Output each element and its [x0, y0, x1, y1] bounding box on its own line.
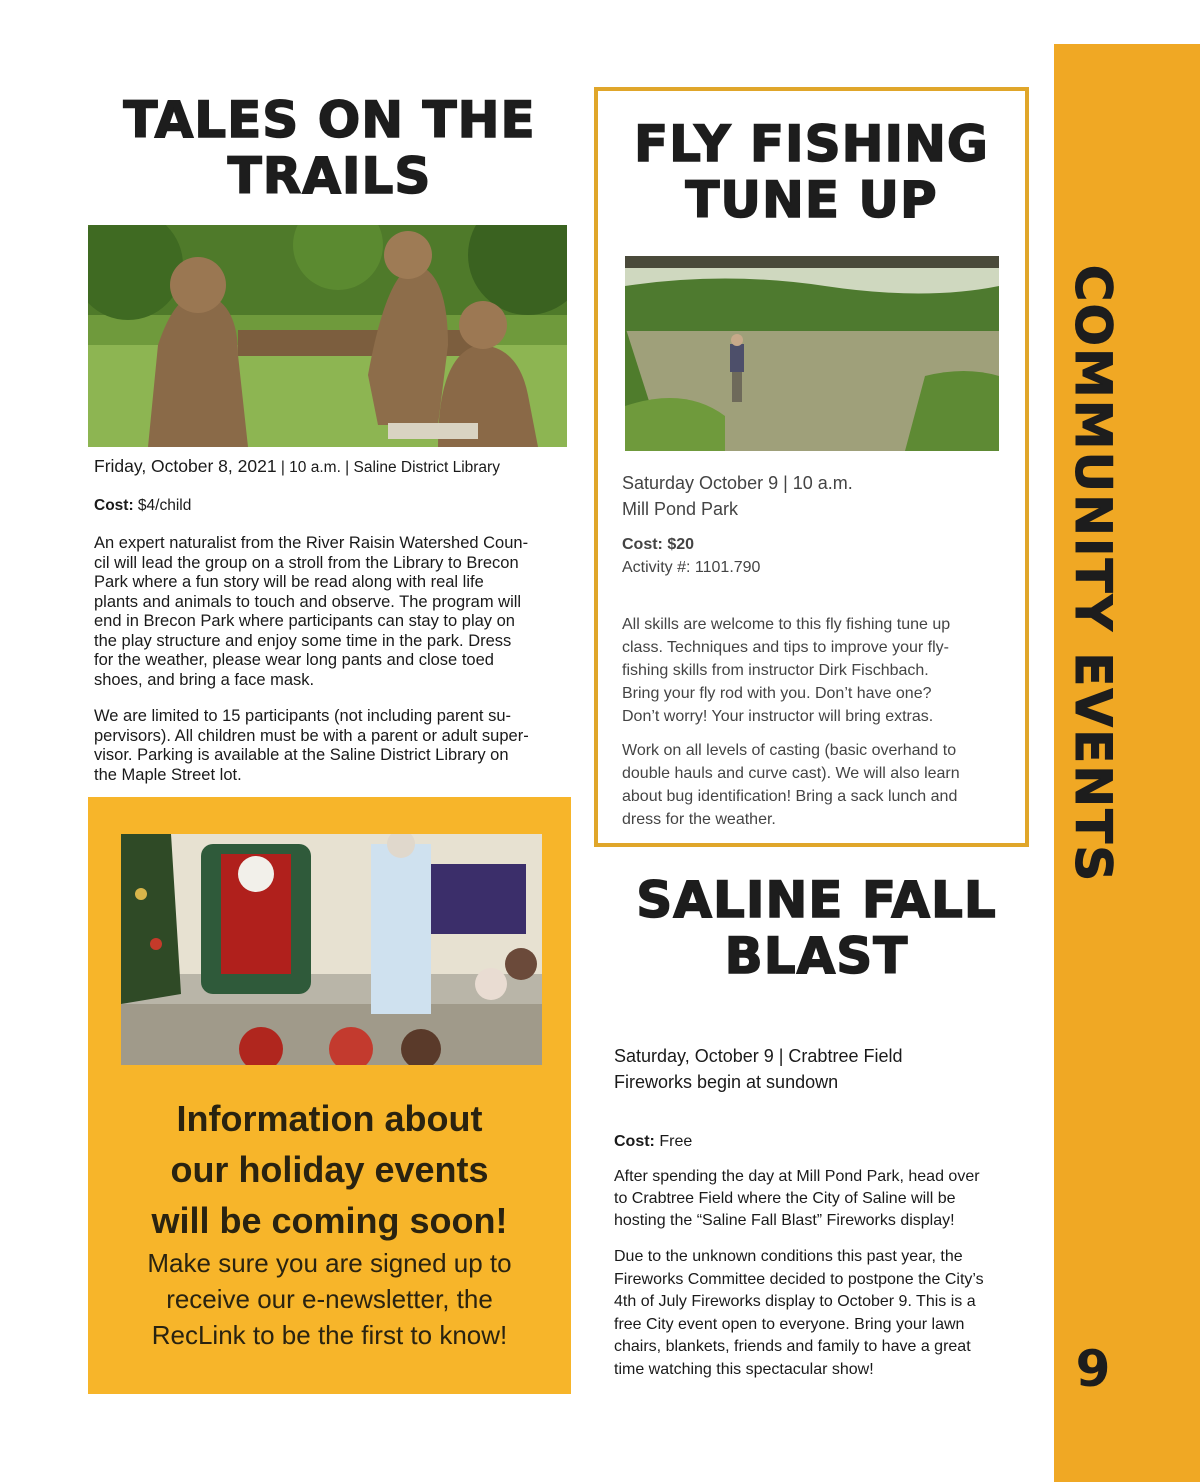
fall-details-line: chairs, blankets, friends and family to have a great	[614, 1338, 971, 1355]
fly-desc-line: Bring your fly rod with you. Don’t have one?	[622, 685, 932, 702]
fly-casting-line: Work on all levels of casting (basic overhand to	[622, 742, 957, 759]
fall-intro-line: hosting the “Saline Fall Blast” Fireworks display!	[614, 1212, 955, 1229]
tales-time-location: | 10 a.m. | Saline District Library	[276, 459, 500, 476]
holiday-heading-line: will be coming soon!	[151, 1200, 508, 1241]
fly-casting-line: dress for the weather.	[622, 811, 776, 828]
tales-desc-line: shoes, and bring a face mask.	[94, 670, 315, 689]
fly-fishing-photo	[625, 256, 999, 451]
fall-title-line1: SALINE FALL	[636, 871, 997, 929]
fall-details-line: free City event open to everyone. Bring your lawn	[614, 1315, 965, 1333]
tales-date: Friday, October 8, 2021	[94, 456, 277, 476]
fall-cost-value: Free	[654, 1133, 693, 1150]
holiday-heading-line: our holiday events	[170, 1149, 489, 1190]
tales-title-line1: TALES ON THE	[123, 91, 536, 149]
tales-title-line2: TRAILS	[227, 147, 432, 205]
santa-storytime-photo	[121, 834, 542, 1065]
fall-details-line: time watching this spectacular show!	[614, 1360, 874, 1378]
fall-fireworks-time: Fireworks begin at sundown	[614, 1072, 839, 1092]
tales-statue-photo	[88, 225, 567, 447]
fly-activity-number: Activity #: 1101.790	[622, 559, 761, 576]
holiday-subtext-line: RecLink to be the first to know!	[151, 1320, 508, 1350]
fly-description	[622, 613, 1022, 728]
fly-desc-line: All skills are welcome to this fly fishing tune up	[622, 616, 951, 633]
fly-casting	[622, 739, 1022, 831]
tales-limits-line: the Maple Street lot.	[94, 765, 242, 784]
tales-cost-label: Cost:	[94, 497, 134, 514]
fall-details-line: Fireworks Committee decided to postpone the City’s	[614, 1270, 984, 1288]
fly-location: Mill Pond Park	[622, 499, 739, 519]
tales-desc-line: plants and animals to touch and observe. The program will	[94, 592, 522, 611]
fly-title-line2: TUNE UP	[685, 171, 938, 229]
fly-fishing-title	[594, 116, 1029, 228]
fall-intro-line: After spending the day at Mill Pond Park, head over	[614, 1168, 980, 1185]
section-label: COMMUNITY EVENTS	[1064, 264, 1123, 884]
holiday-heading-line: Information about	[176, 1098, 483, 1139]
fall-title-line2: BLAST	[724, 927, 909, 985]
fly-cost-block	[622, 533, 1017, 579]
fly-when-where	[622, 470, 1017, 522]
fly-desc-line: fishing skills from instructor Dirk Fischbach.	[622, 662, 929, 679]
fall-details-line: Due to the unknown conditions this past year, the	[614, 1248, 963, 1265]
page-number: 9	[1075, 1340, 1111, 1398]
fly-date-time: Saturday October 9 | 10 a.m.	[622, 473, 853, 493]
fall-details	[614, 1246, 1044, 1381]
tales-desc-line: An expert naturalist from the River Raisin Watershed Coun-	[94, 534, 529, 552]
fly-desc-line: Don’t worry! Your instructor will bring extras.	[622, 708, 934, 725]
fall-cost-label: Cost:	[614, 1133, 655, 1150]
fall-blast-title	[594, 872, 1039, 984]
tales-limits-line: visor. Parking is available at the Saline District Library on	[94, 746, 509, 764]
tales-cost-value: $4/child	[133, 497, 192, 514]
fall-intro	[614, 1166, 1044, 1232]
fly-title-line1: FLY FISHING	[634, 115, 989, 173]
fly-desc-line: class. Techniques and tips to improve your fly-	[622, 639, 949, 656]
fall-cost	[614, 1132, 692, 1152]
fall-details-line: 4th of July Fireworks display to October 9. This is a	[614, 1293, 976, 1310]
fall-date-location: Saturday, October 9 | Crabtree Field	[614, 1046, 903, 1066]
tales-desc-line: for the weather, please wear long pants and close toed	[94, 651, 494, 669]
holiday-heading	[88, 1093, 571, 1246]
tales-title	[88, 92, 571, 204]
tales-description	[94, 534, 569, 690]
fall-when-where	[614, 1043, 1034, 1095]
tales-desc-line: end in Brecon Park where participants can stay to play on	[94, 612, 515, 630]
tales-desc-line: the play structure and enjoy some time in the park. Dress	[94, 631, 512, 650]
tales-cost	[94, 496, 191, 516]
holiday-subtext-line: Make sure you are signed up to	[147, 1248, 512, 1278]
fly-casting-line: about bug identification! Bring a sack lunch and	[622, 788, 958, 805]
fly-casting-line: double hauls and curve cast). We will also learn	[622, 765, 960, 782]
tales-limits-line: pervisors). All children must be with a parent or adult super-	[94, 726, 529, 745]
holiday-subtext-line: receive our e-newsletter, the	[166, 1284, 493, 1314]
tales-date-line	[94, 457, 569, 478]
holiday-subtext	[88, 1245, 571, 1353]
fall-intro-line: to Crabtree Field where the City of Saline will be	[614, 1190, 956, 1207]
sidebar-label-wrapper	[1054, 44, 1132, 1104]
tales-limits-line: We are limited to 15 participants (not including parent su-	[94, 707, 511, 725]
tales-desc-line: Park where a fun story will be read along with real life	[94, 573, 484, 591]
fly-cost: Cost: $20	[622, 536, 695, 553]
tales-desc-line: cil will lead the group on a stroll from the Library to Brecon	[94, 553, 519, 572]
tales-limits	[94, 707, 569, 785]
